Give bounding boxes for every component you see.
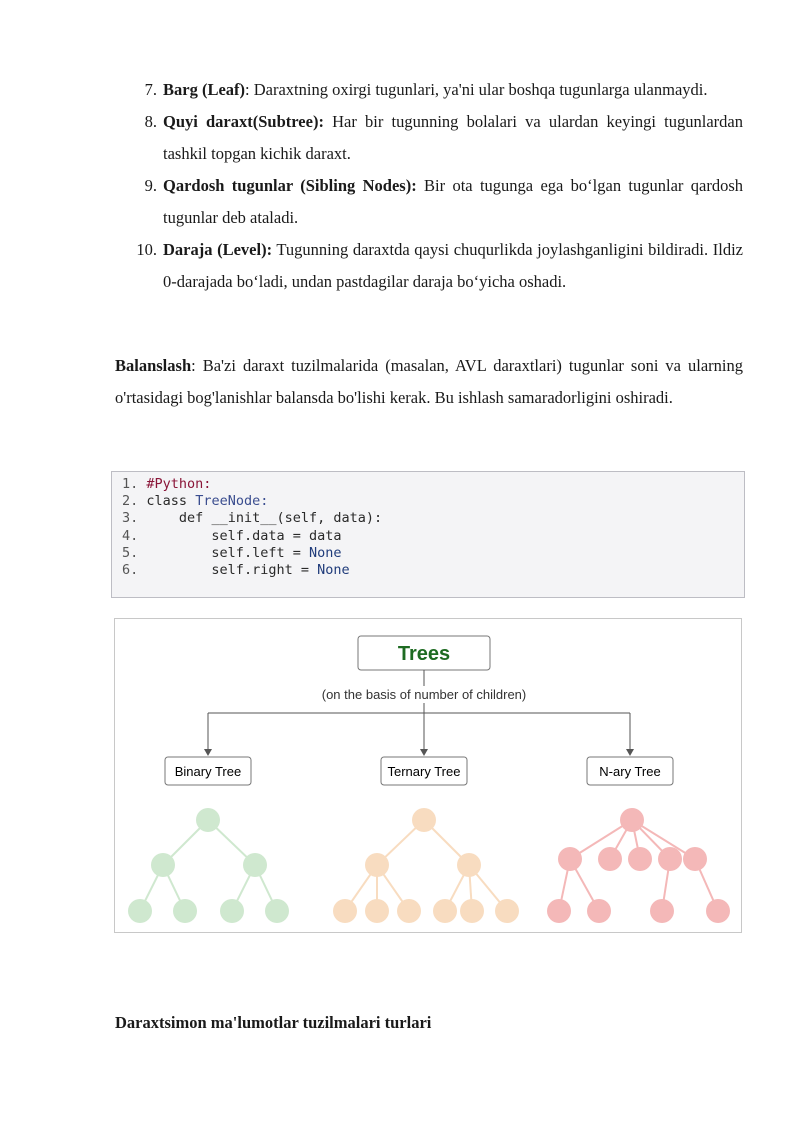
code-line	[122, 545, 744, 562]
term-separator: :	[245, 80, 250, 99]
diagram-title: Trees	[397, 643, 451, 665]
ternary-tree-node	[365, 853, 389, 877]
nary-tree-node	[706, 899, 730, 923]
nary-tree-node	[658, 847, 682, 871]
arrow-binary	[204, 713, 212, 756]
term: Qardosh tugunlar (Sibling Nodes):	[163, 176, 417, 195]
list-item	[115, 234, 743, 298]
definition-text: Tugunning daraxtda qaysi chuqurlikda joylashganligini bildiradi. Ildiz 0-darajada bo‘ladi, undan pastdagilar daraja bo‘yicha oshadi.	[163, 240, 743, 291]
code-none: None	[317, 561, 350, 578]
list-item	[115, 74, 743, 106]
list-item	[115, 106, 743, 170]
arrow-nary	[626, 713, 634, 756]
list-item	[115, 170, 743, 234]
line-number: 1.	[122, 476, 139, 492]
ternary-tree-node	[495, 899, 519, 923]
line-number: 2.	[122, 493, 139, 510]
code-line	[122, 476, 744, 493]
ternary-tree-node	[457, 853, 481, 877]
balance-term: Balanslash	[115, 356, 192, 375]
arrow-ternary	[420, 713, 428, 756]
nary-tree-node	[587, 899, 611, 923]
code-self: self	[211, 561, 244, 578]
ternary-tree-node	[412, 808, 436, 832]
term: Daraja (Level):	[163, 240, 273, 259]
code-text: .left =	[243, 544, 309, 561]
ternary-tree-node	[365, 899, 389, 923]
tree-types-diagram	[114, 618, 742, 933]
code-self: self	[211, 544, 244, 561]
nary-tree-node	[628, 847, 652, 871]
nary-tree-node	[598, 847, 622, 871]
code-comment: #Python:	[146, 476, 212, 492]
list-number: 10.	[136, 240, 157, 259]
code-none: None	[308, 544, 342, 561]
nary-tree-node	[620, 808, 644, 832]
diagram-svg	[115, 619, 741, 932]
line-number: 5.	[122, 544, 139, 561]
binary-tree-node	[243, 853, 267, 877]
code-class-name: TreeNode:	[195, 493, 269, 510]
code-line	[122, 528, 744, 545]
ternary-tree-label: Ternary Tree	[387, 764, 461, 779]
binary-tree-node	[173, 899, 197, 923]
balance-text: : Ba'zi daraxt tuzilmalarida (masalan, AVL daraxtlari) tugunlar soni va ularning o'rtasidagi bog'lanishlar balansda bo'lishi kerak. Bu ishlash samaradorligini oshiradi.	[115, 356, 743, 407]
ternary-tree-node	[433, 899, 457, 923]
line-number: 3.	[122, 510, 139, 527]
term: Barg (Leaf)	[163, 80, 246, 99]
code-text: .data = data	[243, 527, 342, 544]
list-item-body	[163, 170, 743, 234]
nary-tree-label: N-ary Tree	[599, 764, 661, 779]
diagram-subtitle: (on the basis of number of children)	[321, 687, 527, 702]
ternary-tree-node	[397, 899, 421, 923]
nary-tree-node	[558, 847, 582, 871]
balance-paragraph	[115, 350, 743, 414]
ternary-tree-node	[460, 899, 484, 923]
binary-tree-node	[220, 899, 244, 923]
code-line	[122, 562, 744, 579]
code-self: self	[211, 527, 244, 544]
code-line	[122, 493, 744, 510]
list-item-body	[163, 74, 743, 106]
code-text: .right =	[243, 561, 318, 578]
code-line	[122, 510, 744, 527]
term: Quyi daraxt(Subtree):	[163, 112, 324, 131]
definition-list	[115, 74, 743, 298]
definition-text: Daraxtning oxirgi tugunlari, ya'ni ular boshqa tugunlarga ulanmaydi.	[249, 80, 708, 99]
ternary-tree-node	[333, 899, 357, 923]
list-item-body	[163, 234, 743, 298]
line-number: 4.	[122, 527, 139, 544]
list-number: 9.	[144, 176, 157, 195]
code-keyword: def	[178, 510, 204, 527]
code-signature: __init__(self, data):	[211, 510, 383, 527]
binary-tree-node	[265, 899, 289, 923]
binary-tree-label: Binary Tree	[174, 764, 242, 779]
list-number: 8.	[144, 112, 157, 131]
definition-text: Bir ota tugunga ega bo‘lgan tugunlar qardosh tugunlar deb ataladi.	[163, 176, 743, 227]
section-heading: Daraxtsimon ma'lumotlar tuzilmalari turlari	[115, 1013, 432, 1032]
diagram-nodes	[128, 808, 730, 923]
binary-tree-node	[196, 808, 220, 832]
nary-tree-node	[683, 847, 707, 871]
binary-tree-node	[128, 899, 152, 923]
list-item-body	[163, 106, 743, 170]
code-block	[111, 471, 745, 598]
nary-tree-node	[547, 899, 571, 923]
list-number: 7.	[144, 80, 157, 99]
line-number: 6.	[122, 561, 139, 578]
binary-tree-node	[151, 853, 175, 877]
definition-text: Har bir tugunning bolalari va ulardan keyingi tugunlardan tashkil topgan kichik daraxt.	[163, 112, 743, 163]
code-keyword: class	[146, 493, 188, 510]
nary-tree-node	[650, 899, 674, 923]
